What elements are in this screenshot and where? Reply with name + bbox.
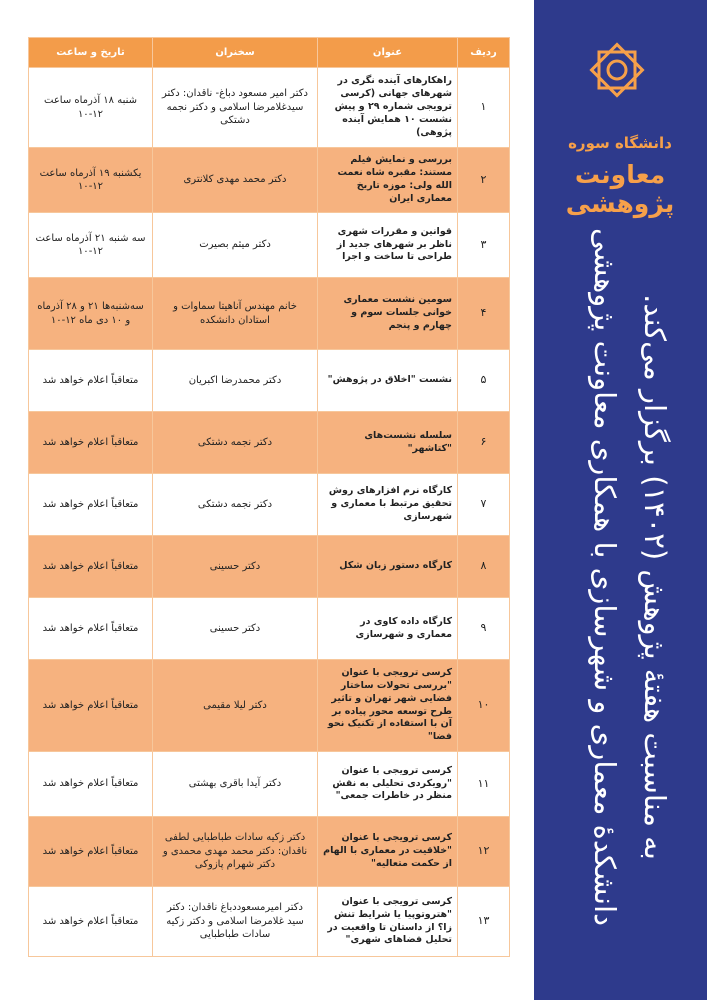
row-num: ۹ (458, 598, 510, 660)
row-speaker: دکتر زکیه سادات طباطبایی لطفی ناقدان: دکتر محمد مهدی محمدی و دکتر شهرام پازوکی (153, 817, 318, 887)
row-title: کارگاه دستور زبان شکل (318, 536, 458, 598)
row-date: سه‌شنبه‌ها ۲۱ و ۲۸ آذرماه و ۱۰ دی ماه ۱۲-۱۰ (29, 278, 153, 350)
row-title: کرسی ترویجی با عنوان "بررسی تحولات ساختار فضایی شهر تهران و تاثیر طرح توسعه محور پیاده بر آن با استفاده از تکنیک نحو فضا" (318, 660, 458, 752)
row-num: ۱۱ (458, 752, 510, 817)
row-date: متعاقباً اعلام خواهد شد (29, 817, 153, 887)
row-speaker: دکتر امیرمسعوددباغ ناقدان: دکتر سید غلامرضا اسلامی و دکتر زکیه سادات طباطبایی (153, 887, 318, 957)
row-title: کارگاه نرم افزارهای روش تحقیق مرتبط با معماری و شهرسازی (318, 474, 458, 536)
table-row (29, 474, 510, 536)
row-speaker: دکتر نجمه دشتکی (153, 412, 318, 474)
table-row (29, 350, 510, 412)
university-name: دانشگاه سوره (568, 134, 672, 152)
row-title: کارگاه داده کاوی در معماری و شهرسازی (318, 598, 458, 660)
row-speaker: دکتر حسینی (153, 598, 318, 660)
table-row (29, 412, 510, 474)
row-num: ۷ (458, 474, 510, 536)
row-title: کرسی ترویجی با عنوان "خلاقیت در معماری با الهام از حکمت متعالیه" (318, 817, 458, 887)
row-date: متعاقباً اعلام خواهد شد (29, 887, 153, 957)
row-speaker: دکتر حسینی (153, 536, 318, 598)
table-row (29, 752, 510, 817)
vertical-heading-line1: دانشکدهٔ معماری و شهرسازی با همکاری معاونت پژوهشی (588, 227, 622, 927)
row-num: ۴ (458, 278, 510, 350)
header-speaker: سخنران (153, 38, 318, 68)
row-title: سلسله نشست‌های "کتاشهر" (318, 412, 458, 474)
row-date: شنبه ۱۸ آذرماه ساعت ۱۲-۱۰ (29, 68, 153, 148)
row-speaker: دکتر لیلا مقیمی (153, 660, 318, 752)
table-row (29, 278, 510, 350)
row-num: ۱ (458, 68, 510, 148)
table-row (29, 598, 510, 660)
header-num: ردیف (458, 38, 510, 68)
row-date: سه شنبه ۲۱ آذرماه ساعت ۱۲-۱۰ (29, 213, 153, 278)
row-num: ۵ (458, 350, 510, 412)
row-num: ۱۲ (458, 817, 510, 887)
table-header-row (29, 38, 510, 68)
row-speaker: دکتر امیر مسعود دباغ- ناقدان: دکتر سیدغلامرضا اسلامی و دکتر نجمه دشتکی (153, 68, 318, 148)
row-date: متعاقباً اعلام خواهد شد (29, 412, 153, 474)
row-speaker: خانم مهندس آناهیتا سماوات و استادان دانشکده (153, 278, 318, 350)
row-title: نشست "اخلاق در پژوهش" (318, 350, 458, 412)
table-row (29, 213, 510, 278)
row-speaker: دکتر محمدرضا اکبریان (153, 350, 318, 412)
table-row (29, 660, 510, 752)
row-num: ۱۰ (458, 660, 510, 752)
row-speaker: دکتر آیدا باقری بهشتی (153, 752, 318, 817)
row-title: قوانین و مقررات شهری ناظر بر شهرهای جدید از طراحی تا ساخت و اجرا (318, 213, 458, 278)
row-date: متعاقباً اعلام خواهد شد (29, 536, 153, 598)
table-row (29, 148, 510, 213)
vertical-heading-line2: به مناسبت هفتهٔ پژوهش (۱۴۰۲) برگزار می‌کند. (638, 294, 672, 860)
table-row (29, 536, 510, 598)
row-num: ۲ (458, 148, 510, 213)
row-date: متعاقباً اعلام خواهد شد (29, 350, 153, 412)
row-num: ۸ (458, 536, 510, 598)
header-date: تاریخ و ساعت (29, 38, 153, 68)
row-title: کرسی ترویجی با عنوان "رویکردی تحلیلی به نقش منظر در خاطرات جمعی" (318, 752, 458, 817)
row-date: متعاقباً اعلام خواهد شد (29, 474, 153, 536)
row-speaker: دکتر نجمه دشتکی (153, 474, 318, 536)
row-title: کرسی ترویجی با عنوان "هتروتوپیا یا شرایط تنش زا؟ از داستان تا واقعیت در تحلیل فضاهای شهری" (318, 887, 458, 957)
row-speaker: دکتر محمد مهدی کلانتری (153, 148, 318, 213)
row-num: ۳ (458, 213, 510, 278)
row-date: یکشنبه ۱۹ آذرماه ساعت ۱۲-۱۰ (29, 148, 153, 213)
table-row (29, 68, 510, 148)
row-title: بررسی و نمایش فیلم مستند: مقبره شاه نعمت الله ولی: موزه تاریخ معماری ایران (318, 148, 458, 213)
table-row (29, 887, 510, 957)
table-row (29, 817, 510, 887)
row-date: متعاقباً اعلام خواهد شد (29, 752, 153, 817)
row-title: راهکارهای آینده نگری در شهرهای جهانی (کرسی ترویجی شماره ۲۹ و پیش نشست ۱۰ همایش آینده پژوهی) (318, 68, 458, 148)
row-num: ۶ (458, 412, 510, 474)
header-title: عنوان (318, 38, 458, 68)
row-date: متعاقباً اعلام خواهد شد (29, 660, 153, 752)
row-num: ۱۳ (458, 887, 510, 957)
schedule-table (28, 37, 510, 957)
row-date: متعاقباً اعلام خواهد شد (29, 598, 153, 660)
department-name: معاونت پژوهشی (565, 160, 675, 218)
row-speaker: دکتر میثم بصیرت (153, 213, 318, 278)
row-title: سومین نشست معماری خوانی جلسات سوم و چهارم و پنجم (318, 278, 458, 350)
university-logo-icon (585, 38, 649, 102)
